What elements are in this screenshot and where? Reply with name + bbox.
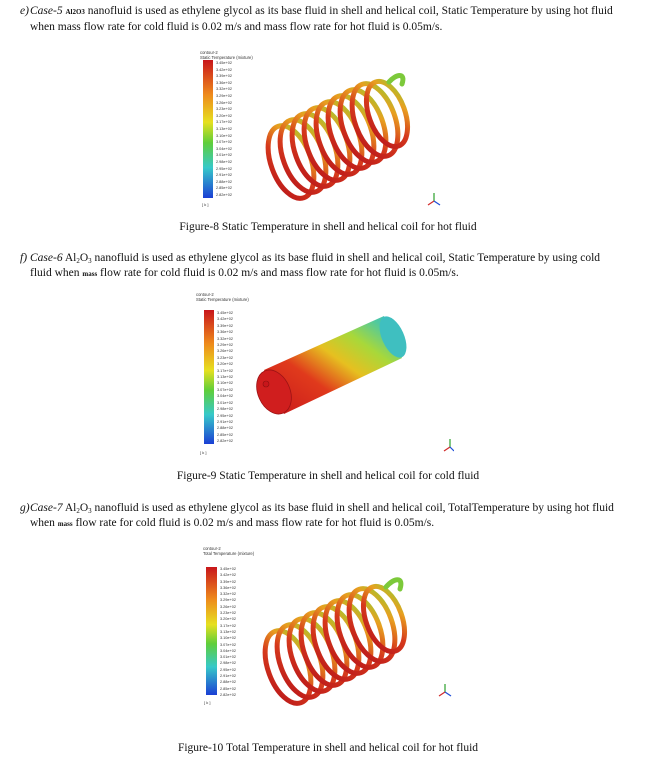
axes-triad-icon [428, 193, 440, 205]
axes-triad-icon [439, 684, 451, 696]
list-label: e) [20, 5, 29, 17]
color-bar [204, 310, 214, 444]
color-bar [203, 60, 213, 198]
axes-triad-icon [444, 439, 454, 451]
legend-title: contour-2 Total Temperature (mixture) [203, 546, 255, 556]
legend-unit: [ k ] [200, 450, 207, 455]
figure-8-image [196, 44, 456, 214]
paragraph-case-7: g) Case-7 $Al_2O_3$ nanofluid is used as ethylene glycol as its base fluid in shell and helical coil, TotalTemperature by using hot fluid when mass flow rate for cold fluid is 0.02 m/s and mass flow rate for hot fluid is 0.05m/s. [20, 502, 614, 529]
helical-coil [256, 580, 412, 710]
case-label: Case-7 [30, 502, 63, 514]
legend-values: 3.45e+02 3.42e+02 3.39e+02 3.36e+02 3.32e+02 3.29e+02 3.26e+02 3.23e+02 3.20e+02 3.17e+02 3.13e+02 3.10e+02 3.07e+02 3.04e+02 3.01e+02 2.98e+02 2.95e+02 2.91e+02 2.88e+02 2.85e+02 2.82e+02 [216, 61, 232, 197]
case-label: Case-6 [30, 252, 63, 264]
figure-9-caption: Figure-9 Static Temperature in shell and helical coil for cold fluid [176, 470, 480, 482]
legend-unit: [ k ] [202, 202, 209, 207]
list-label: g) [20, 502, 30, 514]
material-label: $Al_2O_3$ [64, 252, 92, 265]
list-label: f) [20, 252, 28, 264]
material-label: $Al_2O_3$ [64, 502, 92, 515]
coil-render [198, 542, 458, 712]
legend-title: contour-2 Static Temperature (mixture) [196, 292, 249, 302]
figure-10-image [198, 542, 458, 712]
paragraph-case-6: f) Case-6 $Al_2O_3$ nanofluid is used as ethylene glycol as its base fluid in shell and helical coil, Static Temperature by using cold fluid when mass flow rate for cold fluid is 0.02 m/s and mass flow rate for hot fluid is 0.05m/s. [20, 252, 601, 279]
helical-coil [259, 76, 415, 205]
figure-8-caption: Figure-8 Static Temperature in shell and helical coil for hot fluid [179, 221, 477, 233]
figure-10-caption: Figure-10 Total Temperature in shell and helical coil for hot fluid [177, 742, 479, 754]
color-bar [206, 567, 217, 695]
legend-unit: [ k ] [204, 700, 211, 705]
coil-render [196, 44, 456, 214]
shell-cylinder [250, 312, 412, 419]
shell-render [194, 290, 454, 460]
case-label: Case-5 [30, 5, 63, 17]
legend-title: contour-2 Static Temperature (mixture) [200, 50, 253, 60]
legend-values: 3.45e+02 3.42e+02 3.39e+02 3.36e+02 3.32e+02 3.29e+02 3.26e+02 3.23e+02 3.20e+02 3.17e+02 3.13e+02 3.10e+02 3.07e+02 3.04e+02 3.01e+02 2.98e+02 2.95e+02 2.91e+02 2.88e+02 2.85e+02 2.82e+02 [217, 311, 233, 444]
material-label: Al2O3 [65, 8, 85, 16]
paragraph-case-5: e) Case-5 Al2O3 nanofluid is used as ethylene glycol as its base fluid in shell and helical coil, Static Temperature by using hot fluid when mass flow rate for cold fluid is 0.02 m/s and mass flow rate for hot fluid is 0.05m/s. [20, 5, 613, 33]
legend-values: 3.45e+02 3.42e+02 3.39e+02 3.36e+02 3.32e+02 3.29e+02 3.26e+02 3.23e+02 3.20e+02 3.17e+02 3.13e+02 3.10e+02 3.07e+02 3.04e+02 3.01e+02 2.98e+02 2.95e+02 2.91e+02 2.88e+02 2.85e+02 2.82e+02 [220, 567, 236, 697]
figure-9-image [194, 290, 454, 460]
